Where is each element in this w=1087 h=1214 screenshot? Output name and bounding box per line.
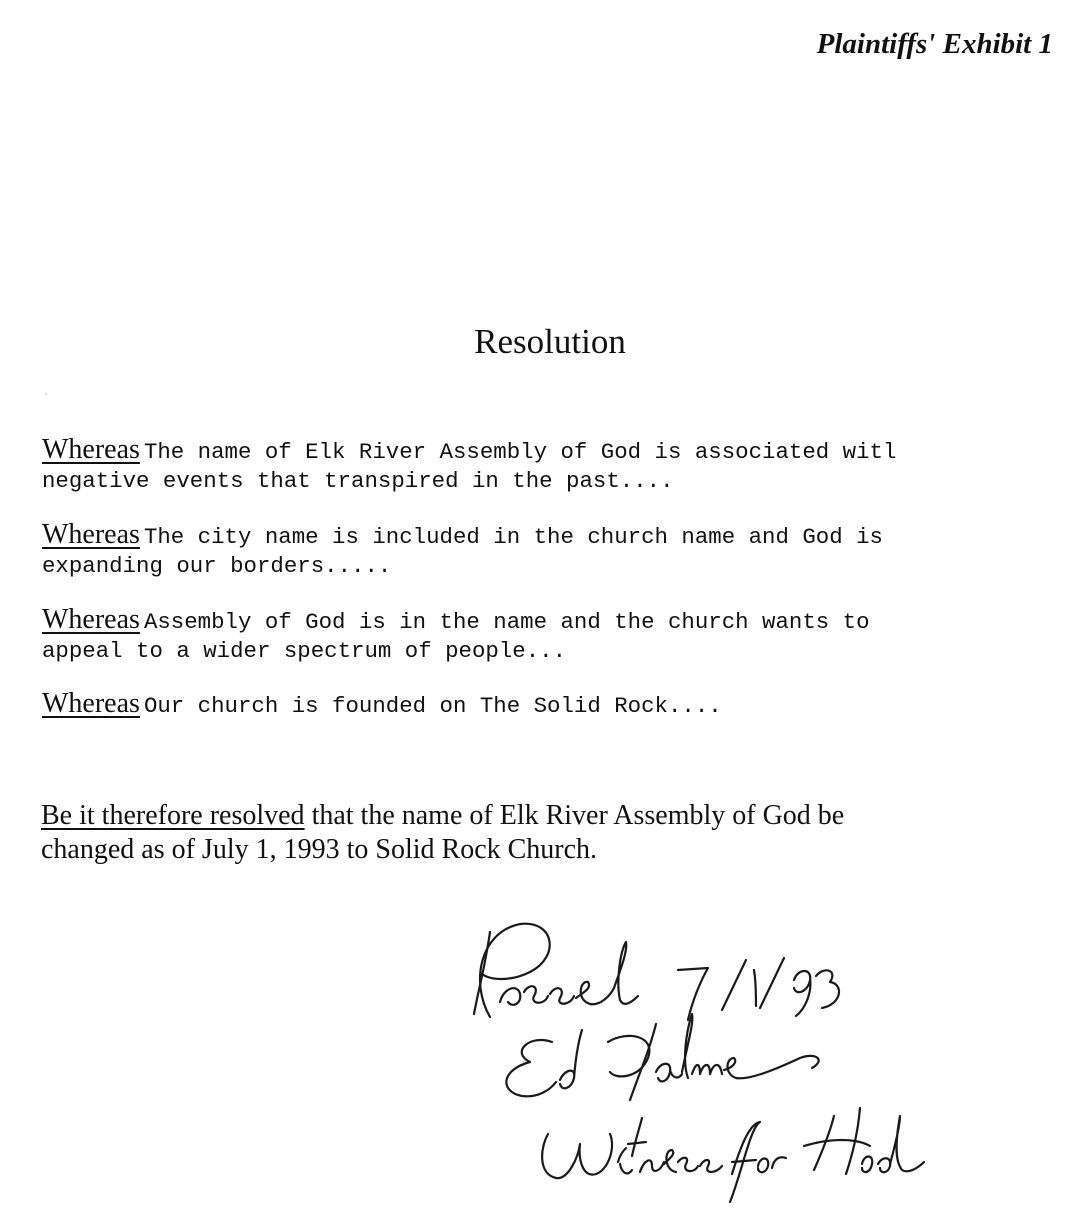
whereas-clause-3 bbox=[42, 604, 1042, 664]
handwritten-signature bbox=[460, 912, 960, 1212]
whereas-clause-4 bbox=[42, 688, 1042, 720]
resolution-line1: that the name of Elk River Assembly of God be bbox=[304, 800, 845, 831]
whereas-text-line2: negative events that transpired in the past.... bbox=[42, 468, 674, 494]
whereas-clause-1 bbox=[42, 434, 1042, 494]
resolution-keyword: Be it therefore resolved bbox=[41, 800, 305, 831]
whereas-text-line1: Assembly of God is in the name and the church wants to bbox=[143, 609, 870, 635]
whereas-keyword: Whereas bbox=[42, 519, 140, 550]
scan-speck bbox=[45, 393, 47, 395]
whereas-clause-2 bbox=[42, 519, 1042, 579]
whereas-keyword: Whereas bbox=[42, 688, 140, 719]
whereas-text-line2: appeal to a wider spectrum of people... bbox=[42, 638, 567, 664]
resolution-line2: changed as of July 1, 1993 to Solid Rock Church. bbox=[41, 834, 598, 865]
whereas-text-line1: The name of Elk River Assembly of God is associated witl bbox=[143, 439, 897, 465]
whereas-text-line1: Our church is founded on The Solid Rock.... bbox=[143, 693, 722, 719]
exhibit-label: Plaintiffs' Exhibit 1 bbox=[816, 28, 1053, 60]
resolution-paragraph bbox=[41, 799, 1041, 867]
whereas-keyword: Whereas bbox=[42, 434, 140, 465]
whereas-text-line2: expanding our borders..... bbox=[42, 553, 392, 579]
whereas-keyword: Whereas bbox=[42, 604, 140, 635]
document-title: Resolution bbox=[474, 322, 626, 361]
whereas-text-line1: The city name is included in the church name and God is bbox=[143, 524, 883, 550]
